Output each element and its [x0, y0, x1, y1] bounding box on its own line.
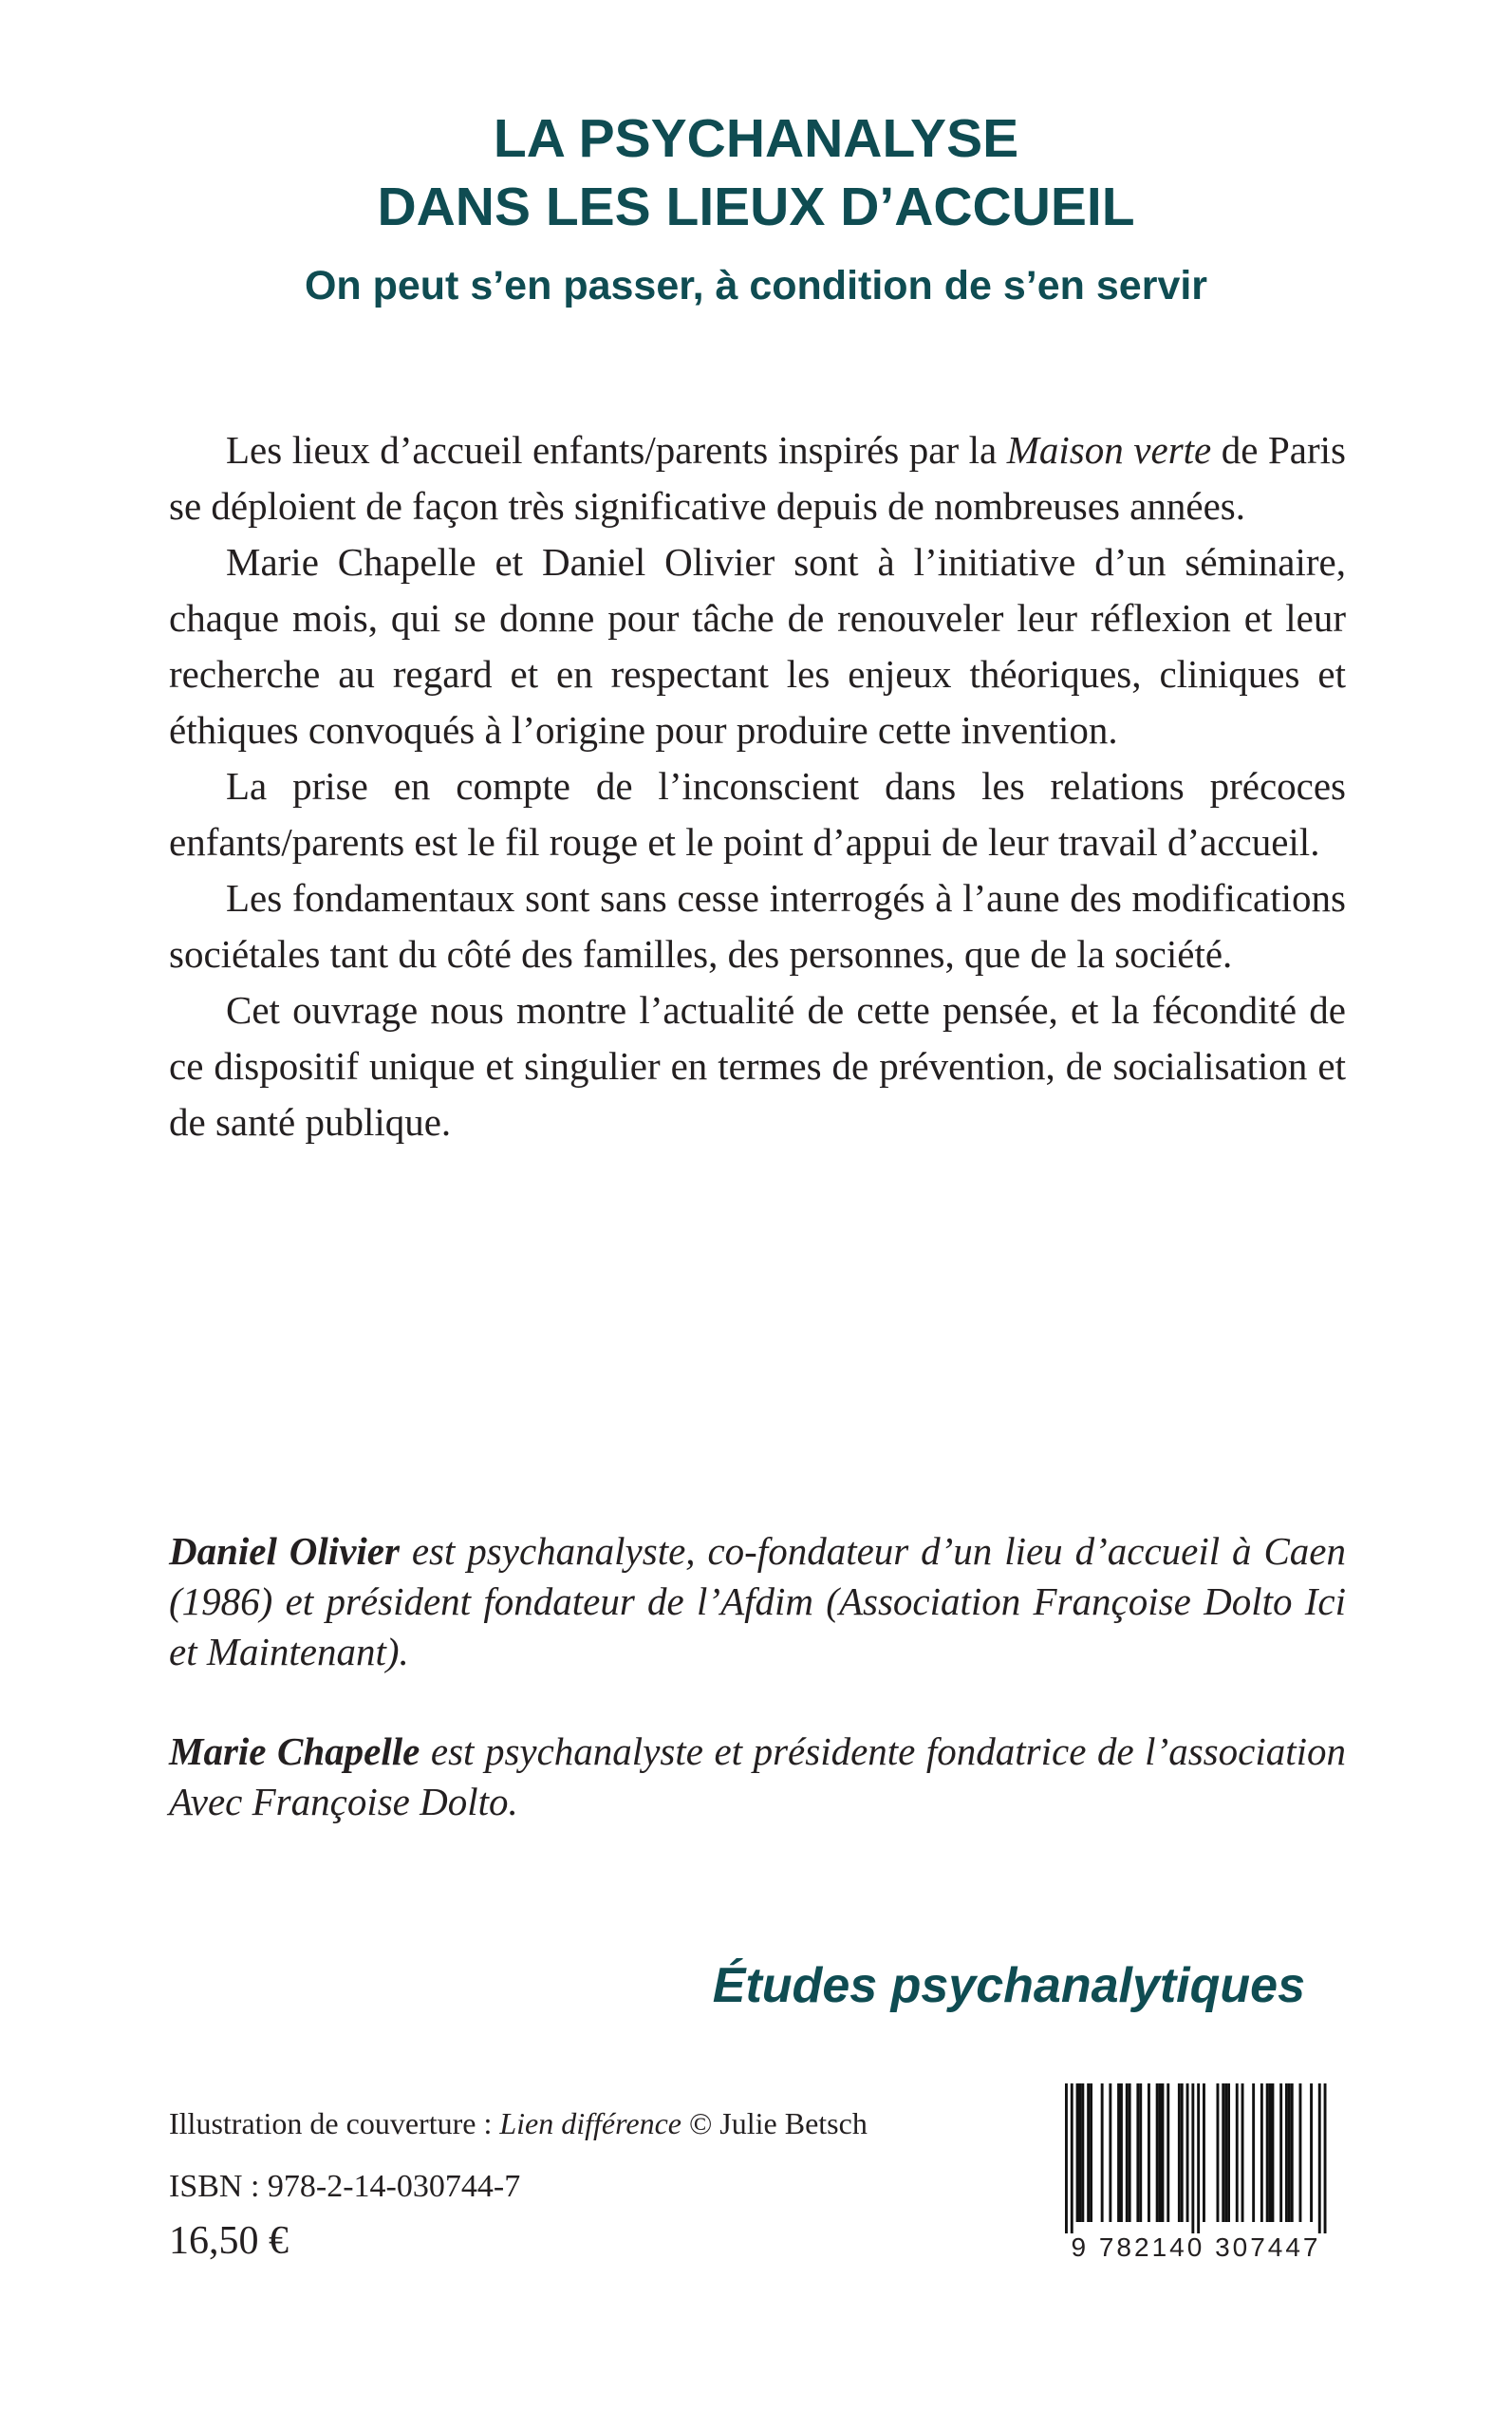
barcode-bar	[1139, 2083, 1142, 2222]
barcode-bar	[1217, 2083, 1220, 2222]
author-bio-1	[169, 1526, 1346, 1677]
price: 16,50 €	[169, 2219, 289, 2263]
author-bio-2	[169, 1727, 1346, 1827]
barcode-bar	[1236, 2083, 1239, 2222]
blurb-p1-start: Les lieux d’accueil enfants/parents inspirés par la	[226, 428, 1007, 472]
maison-verte-italic: Maison verte	[1006, 428, 1212, 472]
author-name-1: Daniel Olivier	[169, 1529, 400, 1573]
collection-name: Études psychanalytiques	[712, 1958, 1305, 2013]
barcode-bar	[1269, 2083, 1272, 2222]
barcode-bar	[1117, 2083, 1120, 2222]
barcode-bar	[1288, 2083, 1291, 2222]
barcode-bar	[1191, 2083, 1194, 2233]
author-bio-text-2: est psychanalyste et présidente fondatrice de l’association Avec Françoise Dolto.	[169, 1729, 1347, 1823]
credit-work: Lien différence	[499, 2106, 681, 2140]
barcode-bar	[1129, 2083, 1131, 2222]
barcode	[1054, 2083, 1338, 2264]
barcode-bar	[1076, 2083, 1079, 2222]
author-name-2: Marie Chapelle	[169, 1729, 420, 1773]
barcode-bar	[1071, 2083, 1073, 2233]
barcode-bar	[1167, 2083, 1169, 2222]
blurb-paragraph-3: La prise en compte de l’inconscient dans les relations précoces enfants/parents est le fil rouge et le point d’appui de leur travail d’accueil.	[169, 764, 1346, 864]
credit-author: © Julie Betsch	[681, 2106, 868, 2140]
blurb-p1-end: de Paris se déploient de façon très significative depuis de nombreuses années.	[169, 428, 1346, 528]
barcode-bar	[1252, 2083, 1255, 2222]
barcode-bar	[1299, 2083, 1302, 2222]
barcode-bar	[1156, 2083, 1159, 2222]
blurb-paragraph-5: Cet ouvrage nous montre l’actualité de cette pensée, et la fécondité de ce dispositif unique et singulier en termes de prévention, de socialisation et de santé publique.	[169, 988, 1346, 1144]
barcode-bar	[1181, 2083, 1184, 2222]
barcode-bar	[1260, 2083, 1263, 2222]
barcode-bar	[1101, 2083, 1104, 2222]
isbn: ISBN : 978-2-14-030744-7	[169, 2169, 521, 2204]
barcode-bar	[1285, 2083, 1288, 2222]
barcode-bar	[1272, 2083, 1275, 2222]
barcode-bar	[1222, 2083, 1224, 2222]
barcode-bar	[1081, 2083, 1084, 2222]
barcode-bar	[1148, 2083, 1150, 2222]
barcode-bar	[1186, 2083, 1189, 2222]
barcode-bar	[1120, 2083, 1123, 2222]
barcode-bar	[1318, 2083, 1321, 2233]
barcode-bar	[1291, 2083, 1294, 2222]
book-subtitle: On peut s’en passer, à condition de s’en servir	[304, 263, 1208, 308]
blurb-paragraph-1	[169, 422, 1346, 534]
barcode-bar	[1065, 2083, 1068, 2233]
blurb-paragraph-2: Marie Chapelle et Daniel Olivier sont à l’initiative d’un séminaire, chaque mois, qui se donne pour tâche de renouveler leur réflexion et leur recherche au regard et en respectant les enjeux théoriques, cliniques et éthiques convoqués à l’origine pour produire cette invention.	[169, 540, 1346, 752]
barcode-bar	[1224, 2083, 1227, 2222]
barcode-bar	[1079, 2083, 1082, 2222]
barcode-bar	[1279, 2083, 1282, 2222]
title-line-2: DANS LES LIEUX D’ACCUEIL	[377, 177, 1135, 237]
barcode-bar	[1178, 2083, 1181, 2222]
barcode-bar	[1241, 2083, 1244, 2222]
book-title	[0, 104, 1512, 241]
barcode-bars	[1054, 2083, 1338, 2233]
barcode-bar	[1109, 2083, 1111, 2222]
barcode-bar	[1227, 2083, 1230, 2222]
blurb	[169, 422, 1346, 1150]
title-line-1: LA PSYCHANALYSE	[493, 108, 1019, 169]
author-bio-text-1: est psychanalyste, co-fondateur d’un lieu d’accueil à Caen (1986) et président fondateur de l’Afdim (Association Françoise Dolto Ici et Maintenant).	[169, 1529, 1346, 1673]
barcode-bar	[1126, 2083, 1129, 2222]
barcode-bar	[1087, 2083, 1090, 2222]
author-bios	[169, 1526, 1346, 1877]
barcode-bar	[1136, 2083, 1139, 2222]
barcode-bar	[1203, 2083, 1205, 2222]
barcode-bar	[1324, 2083, 1327, 2233]
credit-label: Illustration de couverture :	[169, 2106, 500, 2140]
barcode-bar	[1090, 2083, 1092, 2222]
barcode-bar	[1159, 2083, 1162, 2222]
blurb-paragraph-4: Les fondamentaux sont sans cesse interrogés à l’aune des modifications sociétales tant du côté des familles, des personnes, que de la société.	[169, 876, 1346, 976]
barcode-bar	[1310, 2083, 1313, 2222]
barcode-bar	[1197, 2083, 1200, 2233]
barcode-bar	[1162, 2083, 1165, 2222]
barcode-digits: 9 782140 307447	[1071, 2232, 1321, 2262]
cover-credit	[169, 2102, 868, 2144]
barcode-bar	[1266, 2083, 1269, 2222]
